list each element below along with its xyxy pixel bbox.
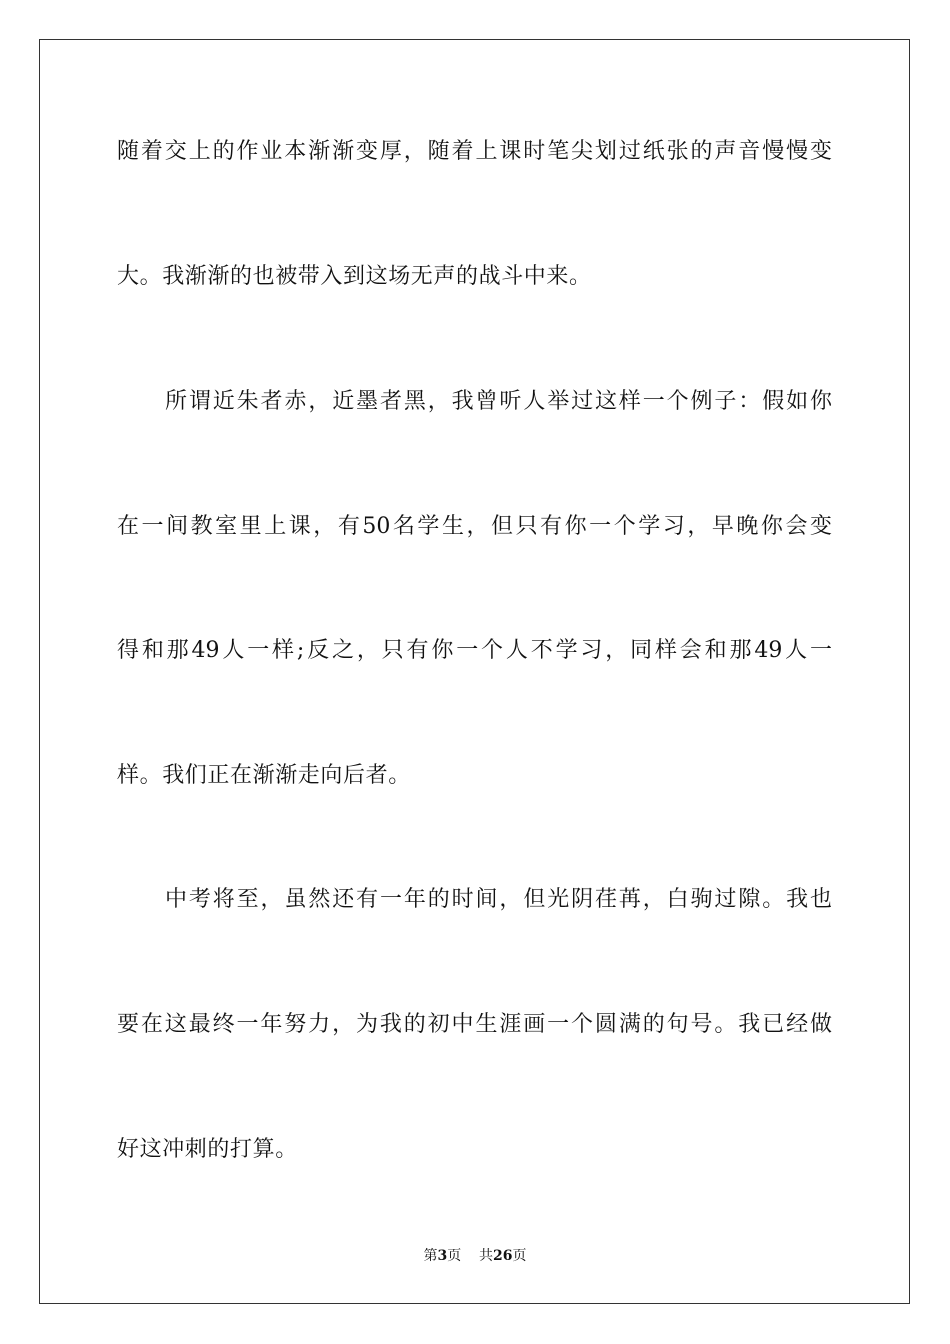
footer-page-total: 26 bbox=[493, 1248, 513, 1264]
body-line-4: 在一间教室里上课，有50名学生，但只有你一个学习，早晚你会变 bbox=[117, 514, 832, 539]
body-line-7: 中考将至，虽然还有一年的时间，但光阴荏苒，白驹过隙。我也 bbox=[165, 887, 832, 912]
footer-page-mid: 页 共 bbox=[447, 1248, 494, 1264]
body-line-1: 随着交上的作业本渐渐变厚，随着上课时笔尖划过纸张的声音慢慢变 bbox=[117, 139, 832, 164]
body-line-9: 好这冲刺的打算。 bbox=[117, 1137, 298, 1162]
footer-page-prefix: 第 bbox=[423, 1248, 438, 1264]
body-line-6: 样。我们正在渐渐走向后者。 bbox=[117, 763, 411, 788]
body-line-5: 得和那49人一样;反之，只有你一个人不学习，同样会和那49人一 bbox=[117, 638, 832, 663]
page-frame bbox=[39, 39, 910, 1304]
footer-page-current: 3 bbox=[437, 1248, 448, 1264]
body-line-2: 大。我渐渐的也被带入到这场无声的战斗中来。 bbox=[117, 264, 592, 289]
body-line-3: 所谓近朱者赤，近墨者黑，我曾听人举过这样一个例子：假如你 bbox=[165, 389, 832, 414]
footer-page-suffix: 页 bbox=[512, 1248, 527, 1264]
body-line-8: 要在这最终一年努力，为我的初中生涯画一个圆满的句号。我已经做 bbox=[117, 1012, 832, 1037]
page-footer bbox=[0, 1247, 950, 1265]
